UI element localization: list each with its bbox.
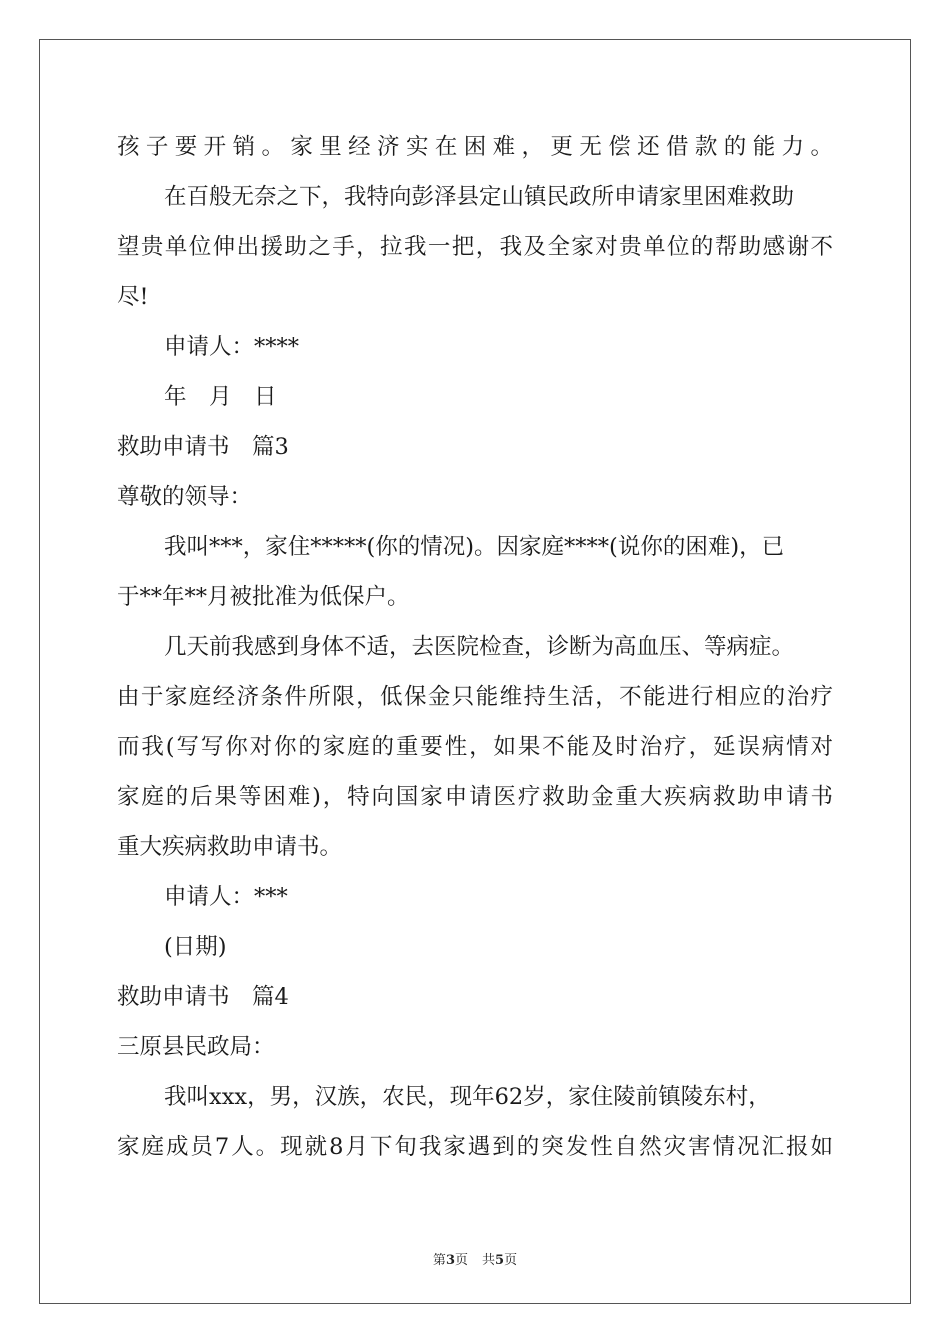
applicant-line: 申请人：*** bbox=[164, 884, 288, 910]
page-prefix: 第 bbox=[432, 1253, 446, 1268]
paragraph-line: 在百般无奈之下，我特向彭泽县定山镇民政所申请家里困难救助 bbox=[164, 184, 795, 210]
paragraph-line: 由于家庭经济条件所限，低保金只能维持生活，不能进行相应的治疗 bbox=[117, 684, 833, 710]
paragraph-line: 我叫***，家住*****(你的情况)。因家庭****(说你的困难)，已 bbox=[164, 534, 785, 560]
salutation: 三原县民政局： bbox=[117, 1034, 275, 1060]
date-line: 年 月 日 bbox=[164, 384, 277, 410]
paragraph-line: 孩子要开销。家里经济实在困难，更无偿还借款的能力。 bbox=[117, 134, 833, 160]
paragraph-line: 于**年**月被批准为低保户。 bbox=[117, 584, 410, 610]
salutation: 尊敬的领导： bbox=[117, 484, 253, 510]
section-heading: 救助申请书 篇4 bbox=[117, 984, 289, 1010]
total-prefix: 共 bbox=[482, 1253, 496, 1268]
paragraph-line: 尽! bbox=[117, 284, 149, 310]
applicant-line: 申请人：**** bbox=[164, 334, 300, 360]
document-body bbox=[117, 122, 837, 1172]
paragraph-line: 我叫xxx，男，汉族，农民，现年62岁，家住陵前镇陵东村， bbox=[164, 1084, 771, 1110]
section-heading: 救助申请书 篇3 bbox=[117, 434, 289, 460]
date-line: (日期) bbox=[164, 934, 227, 960]
page-suffix: 页 bbox=[454, 1253, 468, 1268]
current-page-number: 3 bbox=[445, 1253, 455, 1268]
paragraph-line: 几天前我感到身体不适，去医院检查，诊断为高血压、等病症。 bbox=[164, 634, 795, 660]
paragraph-line: 而我(写写你对你的家庭的重要性，如果不能及时治疗，延误病情对 bbox=[117, 734, 833, 760]
paragraph-line: 望贵单位伸出援助之手，拉我一把，我及全家对贵单位的帮助感谢不 bbox=[117, 234, 833, 260]
paragraph-line: 重大疾病救助申请书。 bbox=[117, 834, 343, 860]
page-footer bbox=[0, 1249, 950, 1268]
total-page-number: 5 bbox=[495, 1253, 505, 1268]
paragraph-line: 家庭成员7人。现就8月下旬我家遇到的突发性自然灾害情况汇报如 bbox=[117, 1134, 833, 1160]
total-suffix: 页 bbox=[504, 1253, 518, 1268]
paragraph-line: 家庭的后果等困难)，特向国家申请医疗救助金重大疾病救助申请书 bbox=[117, 784, 833, 810]
